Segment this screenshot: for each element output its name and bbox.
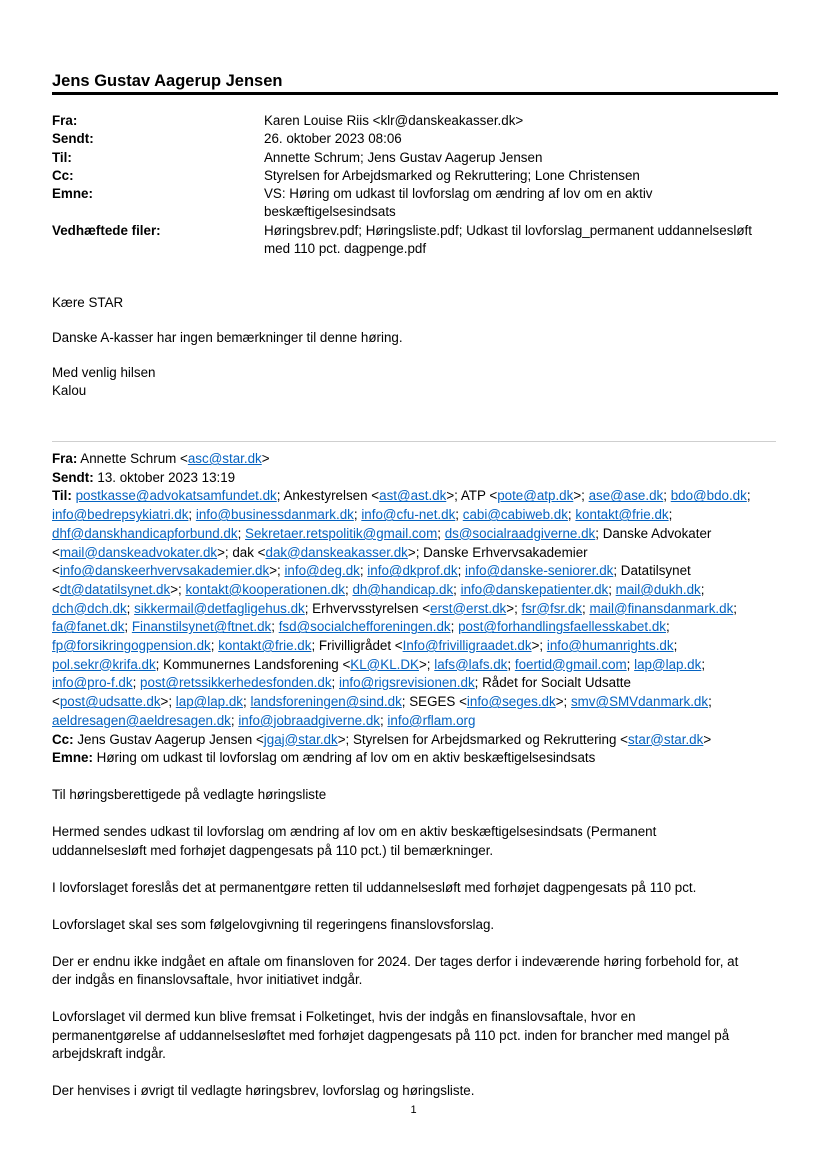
recipient-text: ; Kommunernes Landsforening < — [155, 656, 351, 672]
sent-value: 26. oktober 2023 08:06 — [264, 131, 402, 147]
fwd-from-close: > — [261, 451, 270, 466]
recipient-text: ; — [567, 507, 576, 523]
fwd-from-email-link[interactable]: asc@star.dk — [187, 451, 262, 466]
recipient-text: ; — [453, 581, 461, 597]
recipient-text: ; — [457, 563, 466, 579]
header-attachments-row — [52, 222, 782, 259]
signature: Kalou — [52, 383, 87, 398]
attachments-line: Høringsbrev.pdf; Høringsliste.pdf; Udkast til lovforslag_permanent uddannelsesløft — [264, 222, 752, 238]
attachments-label: Vedhæftede filer: — [52, 222, 161, 238]
recipient-text: >; — [269, 563, 285, 579]
recipient-email-link[interactable]: bdo@bdo.dk — [670, 488, 747, 504]
recipient-text: ; — [271, 619, 279, 635]
subject-line: beskæftigelsesindsats — [264, 204, 396, 220]
recipient-email-link[interactable]: mail@finansdanmark.dk — [589, 600, 734, 616]
recipient-text: ; Datatilsynet — [613, 563, 691, 579]
to-value: Annette Schrum; Jens Gustav Aagerup Jensen — [264, 149, 543, 165]
recipient-line — [52, 487, 787, 506]
recipient-email-link[interactable]: mail@danskeadvokater.dk — [59, 544, 218, 560]
recipient-text: ; — [746, 488, 751, 504]
recipient-text: ; — [359, 563, 368, 579]
header-cc-row — [52, 167, 782, 185]
recipient-email-link[interactable]: aeldresagen@aeldresagen.dk — [52, 712, 231, 728]
recipient-email-link[interactable]: info@rigsrevisionen.dk — [339, 675, 475, 691]
recipient-email-link[interactable]: KL@KL.DK — [350, 656, 419, 672]
fwd-cc-label: Cc: — [52, 731, 74, 747]
recipient-line — [52, 581, 787, 600]
recipient-email-link[interactable]: lafs@lafs.dk — [434, 656, 508, 672]
recipient-text: ; — [237, 525, 246, 541]
letter-line: permanentgørelse af uddannelsesløftet med forhøjet dagpengesats på 110 pct. inden for brancher med mangel på — [52, 1027, 730, 1043]
fwd-subject-value: Høring om udkast til lovforslag om ændring af lov om en aktiv beskæftigelsesindsats — [96, 750, 596, 766]
recipient-email-link[interactable]: info@bedrepsykiatri.dk — [52, 507, 189, 523]
letter-paragraph: Lovforslaget skal ses som følgelovgivning til regeringens finanslovsforslag. — [52, 916, 495, 932]
recipient-line — [52, 712, 787, 731]
fwd-cc-email-link[interactable]: jgaj@star.dk — [263, 731, 338, 747]
recipient-email-link[interactable]: info@pro-f.dk — [52, 675, 133, 691]
recipient-line — [52, 544, 787, 563]
letter-paragraph — [52, 823, 787, 860]
fwd-subject-row — [52, 749, 787, 768]
recipient-email-link[interactable]: info@jobraadgiverne.dk — [238, 712, 380, 728]
subject-label: Emne: — [52, 186, 93, 202]
recipient-text: ; — [437, 525, 445, 541]
recipient-email-link[interactable]: sikkermail@detfagligehus.dk — [134, 600, 305, 616]
recipient-email-link[interactable]: dh@handicap.dk — [352, 581, 454, 597]
recipient-text: ; — [353, 507, 362, 523]
recipient-text: ; — [243, 694, 251, 710]
recipient-email-link[interactable]: ast@ast.dk — [379, 488, 447, 504]
letter-line: Lovforslaget vil dermed kun blive fremsat i Folketinget, hvis der indgås en finanslovsaftale, hvor en — [52, 1009, 636, 1024]
recipient-email-link[interactable]: kontakt@frie.dk — [575, 507, 669, 523]
recipient-line — [52, 562, 787, 581]
attachments-value — [264, 222, 782, 259]
recipient-email-link[interactable]: ds@socialraadgiverne.dk — [444, 525, 596, 541]
recipient-text: ; — [626, 656, 635, 672]
recipient-text: < — [52, 694, 60, 710]
recipient-email-link[interactable]: dch@dch.dk — [52, 600, 127, 616]
recipient-text: ; — [450, 619, 459, 635]
cc-value: Styrelsen for Arbejdsmarked og Rekruttering; Lone Christensen — [264, 167, 640, 183]
message-body: Danske A-kasser har ingen bemærkninger til denne høring. — [52, 330, 403, 345]
letter-line: uddannelsesløft med forhøjet dagpengesats på 110 pct.) til bemærkninger. — [52, 842, 494, 858]
recipient-text: < — [52, 563, 60, 579]
recipient-text: >; dak < — [217, 544, 266, 560]
recipient-email-link[interactable]: info@danskeerhvervsakademier.dk — [59, 563, 270, 579]
header-from-row — [52, 112, 782, 130]
recipient-text: ; — [230, 712, 239, 728]
page-title: Jens Gustav Aagerup Jensen — [52, 72, 283, 90]
from-label: Fra: — [52, 113, 78, 128]
recipient-email-link[interactable]: info@cfu-net.dk — [361, 507, 456, 523]
recipient-email-link[interactable]: info@danskepatienter.dk — [460, 581, 609, 597]
recipient-email-link[interactable]: ase@ase.dk — [588, 488, 664, 504]
fwd-from-name: Annette Schrum < — [80, 451, 188, 466]
fwd-to-label: Til: — [52, 488, 72, 504]
attachments-line: med 110 pct. dagpenge.pdf — [264, 241, 427, 257]
recipient-email-link[interactable]: Info@frivilligraadet.dk — [402, 638, 532, 654]
recipient-email-link[interactable]: pote@atp.dk — [497, 488, 574, 504]
recipient-text: ; — [455, 507, 463, 523]
recipient-email-link[interactable]: lap@lap.dk — [634, 656, 702, 672]
subject-line: VS: Høring om udkast til lovforslag om ændring af lov om en aktiv — [264, 186, 653, 202]
fwd-from-row — [52, 450, 787, 469]
recipient-email-link[interactable]: erst@erst.dk — [430, 600, 507, 616]
recipient-text: < — [52, 581, 60, 597]
recipient-email-link[interactable]: kontakt@kooperationen.dk — [185, 581, 345, 597]
letter-line: der indgås en finanslovsaftale, hvor initiativet indgår. — [52, 972, 363, 987]
recipient-text: >; — [506, 600, 522, 616]
recipient-text: ; Ankestyrelsen < — [276, 488, 380, 504]
recipient-text: ; — [673, 638, 678, 654]
recipient-text: >; — [418, 656, 435, 672]
fwd-sent-value: 13. oktober 2023 13:19 — [97, 469, 236, 485]
recipient-line — [52, 693, 787, 712]
recipient-email-link[interactable]: info@humanrights.dk — [546, 638, 674, 654]
title-divider — [52, 92, 778, 95]
recipient-text: ; — [665, 619, 670, 635]
recipient-email-link[interactable]: landsforeningen@sind.dk — [250, 694, 402, 710]
from-value: Karen Louise Riis <klr@danskeakasser.dk> — [264, 113, 524, 128]
recipient-text: ; — [126, 600, 135, 616]
recipient-email-link[interactable]: postkasse@advokatsamfundet.dk — [75, 488, 277, 504]
email-header — [52, 112, 782, 258]
fwd-sent-row — [52, 469, 787, 488]
header-subject-row — [52, 185, 782, 222]
fwd-cc-text: Jens Gustav Aagerup Jensen < — [77, 731, 264, 747]
letter-line: Der er endnu ikke indgået en aftale om finansloven for 2024. Der tages derfor i indeværende høring forbehold for, at — [52, 953, 739, 969]
letter-paragraph — [52, 953, 787, 990]
recipient-line — [52, 637, 787, 656]
recipient-text: >; — [531, 638, 547, 654]
header-to-row — [52, 149, 782, 167]
recipient-text: ; Rådet for Socialt Udsatte — [474, 675, 631, 691]
recipient-email-link[interactable]: fa@fanet.dk — [52, 619, 125, 635]
forwarded-letter — [52, 786, 787, 1119]
recipient-email-link[interactable]: info@businessdanmark.dk — [195, 507, 354, 523]
recipient-line — [52, 618, 787, 637]
closing: Med venlig hilsen — [52, 365, 156, 380]
fwd-cc-email-link[interactable]: star@star.dk — [627, 731, 704, 747]
recipient-email-link[interactable]: dak@danskeakasser.dk — [265, 544, 408, 560]
recipient-email-link[interactable]: info@rflam.org — [387, 712, 476, 728]
recipient-text: >; — [555, 694, 571, 710]
recipient-email-link[interactable]: fsr@fsr.dk — [521, 600, 582, 616]
recipient-line — [52, 506, 787, 525]
to-label: Til: — [52, 149, 72, 165]
recipient-email-link[interactable]: cabi@cabiweb.dk — [462, 507, 568, 523]
recipient-line — [52, 525, 787, 544]
recipient-email-link[interactable]: fp@forsikringogpension.dk — [52, 638, 211, 654]
recipient-email-link[interactable]: post@forhandlingsfaellesskabet.dk — [458, 619, 666, 635]
recipient-text: ; — [507, 656, 515, 672]
recipient-text: ; — [581, 600, 590, 616]
recipient-text: ; — [132, 675, 141, 691]
recipient-text: ; Erhvervsstyrelsen < — [304, 600, 431, 616]
recipient-text: ; — [331, 675, 339, 691]
greeting: Kære STAR — [52, 295, 124, 310]
recipient-text: ; — [701, 656, 706, 672]
recipient-text: ; Danske Advokater — [595, 525, 712, 541]
letter-paragraph: Der henvises i øvrigt til vedlagte høringsbrev, lovforslag og høringsliste. — [52, 1083, 475, 1098]
recipient-email-link[interactable]: info@deg.dk — [284, 563, 360, 579]
page-number: 1 — [410, 1104, 417, 1116]
cc-label: Cc: — [52, 167, 74, 183]
recipient-text: >; — [573, 488, 589, 504]
recipient-email-link[interactable]: info@seges.dk — [466, 694, 556, 710]
forwarded-header — [52, 450, 787, 768]
recipient-text: ; — [663, 488, 671, 504]
recipient-line — [52, 656, 787, 675]
recipient-text: ; — [608, 581, 616, 597]
recipient-text: >; Danske Erhvervsakademier — [407, 544, 588, 560]
recipient-text: ; — [668, 507, 673, 523]
recipient-email-link[interactable]: lap@lap.dk — [175, 694, 243, 710]
letter-paragraph: Til høringsberettigede på vedlagte høringsliste — [52, 787, 327, 802]
recipient-text: ; — [210, 638, 219, 654]
letter-paragraph — [52, 1008, 787, 1064]
recipient-email-link[interactable]: post@retssikkerhedesfonden.dk — [140, 675, 332, 691]
recipient-text: ; — [700, 581, 705, 597]
fwd-cc-row — [52, 731, 787, 750]
recipient-email-link[interactable]: foertid@gmail.com — [514, 656, 627, 672]
fwd-to-block — [52, 487, 787, 730]
recipient-text: ; — [379, 712, 388, 728]
letter-line: arbejdskraft indgår. — [52, 1046, 166, 1061]
fwd-sent-label: Sendt: — [52, 469, 94, 485]
recipient-email-link[interactable]: info@danske-seniorer.dk — [465, 563, 614, 579]
message-separator — [52, 441, 776, 442]
recipient-email-link[interactable]: dt@datatilsynet.dk — [59, 581, 171, 597]
recipient-line — [52, 674, 787, 693]
recipient-email-link[interactable]: kontakt@frie.dk — [218, 638, 312, 654]
recipient-line — [52, 600, 787, 619]
recipient-text: >; — [170, 581, 186, 597]
recipient-text: ; SEGES < — [401, 694, 467, 710]
recipient-text: ; Frivilligrådet < — [311, 638, 403, 654]
fwd-from-label: Fra: — [52, 451, 78, 466]
header-sent-row — [52, 130, 782, 148]
recipient-email-link[interactable]: Finanstilsynet@ftnet.dk — [131, 619, 272, 635]
recipient-text: >; ATP < — [446, 488, 498, 504]
letter-paragraph: I lovforslaget foreslås det at permanentgøre retten til uddannelsesløft med forhøjet dagpengesats på 110 pct. — [52, 879, 697, 895]
sent-label: Sendt: — [52, 131, 94, 147]
recipient-text: ; — [733, 600, 738, 616]
recipient-email-link[interactable]: dhf@danskhandicapforbund.dk — [52, 525, 238, 541]
letter-line: Hermed sendes udkast til lovforslag om ændring af lov om en aktiv beskæftigelsesindsats (Permanent — [52, 824, 657, 839]
recipient-text: ; — [188, 507, 196, 523]
recipient-email-link[interactable]: smv@SMVdanmark.dk — [570, 694, 709, 710]
recipient-email-link[interactable]: Sekretaer.retspolitik@gmail.com — [245, 525, 438, 541]
recipient-email-link[interactable]: info@dkprof.dk — [367, 563, 458, 579]
recipient-text: < — [52, 544, 60, 560]
subject-value — [264, 185, 782, 222]
recipient-text: >; — [160, 694, 176, 710]
fwd-subject-label: Emne: — [52, 750, 93, 766]
recipient-email-link[interactable]: mail@dukh.dk — [615, 581, 701, 597]
fwd-cc-text: >; Styrelsen for Arbejdsmarked og Rekruttering < — [337, 731, 628, 747]
recipient-email-link[interactable]: post@udsatte.dk — [59, 694, 161, 710]
fwd-cc-text: > — [703, 731, 712, 747]
recipient-text: ; — [124, 619, 132, 635]
recipient-lines — [52, 506, 787, 730]
recipient-text: ; — [344, 581, 353, 597]
reply-message — [52, 294, 782, 400]
recipient-email-link[interactable]: pol.sekr@krifa.dk — [52, 656, 156, 672]
recipient-text: ; — [708, 694, 712, 710]
recipient-email-link[interactable]: fsd@socialchefforeningen.dk — [278, 619, 451, 635]
